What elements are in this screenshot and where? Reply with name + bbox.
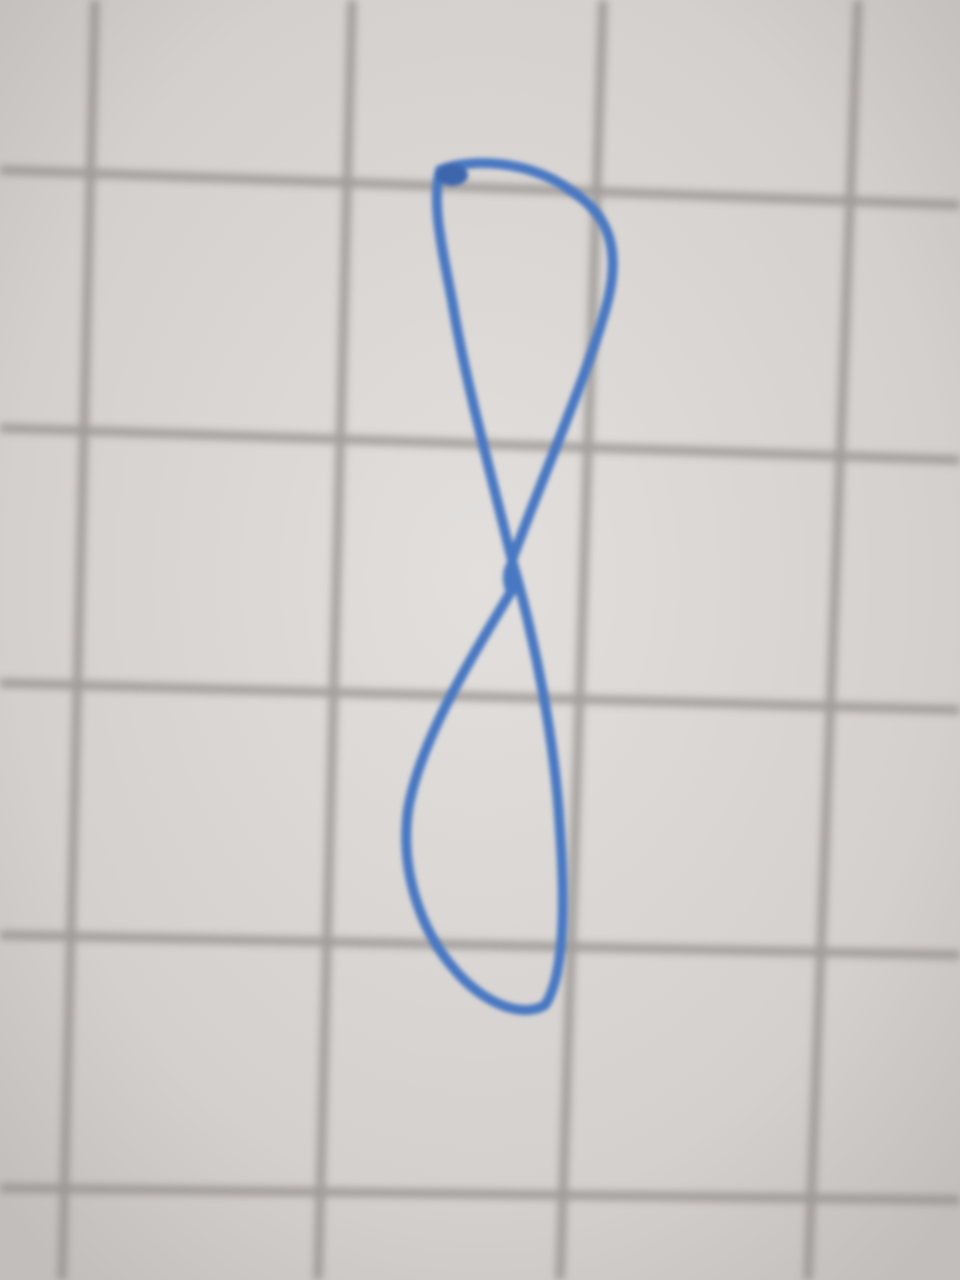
ink-crossing bbox=[503, 560, 519, 596]
ink-start-blob bbox=[436, 164, 468, 186]
